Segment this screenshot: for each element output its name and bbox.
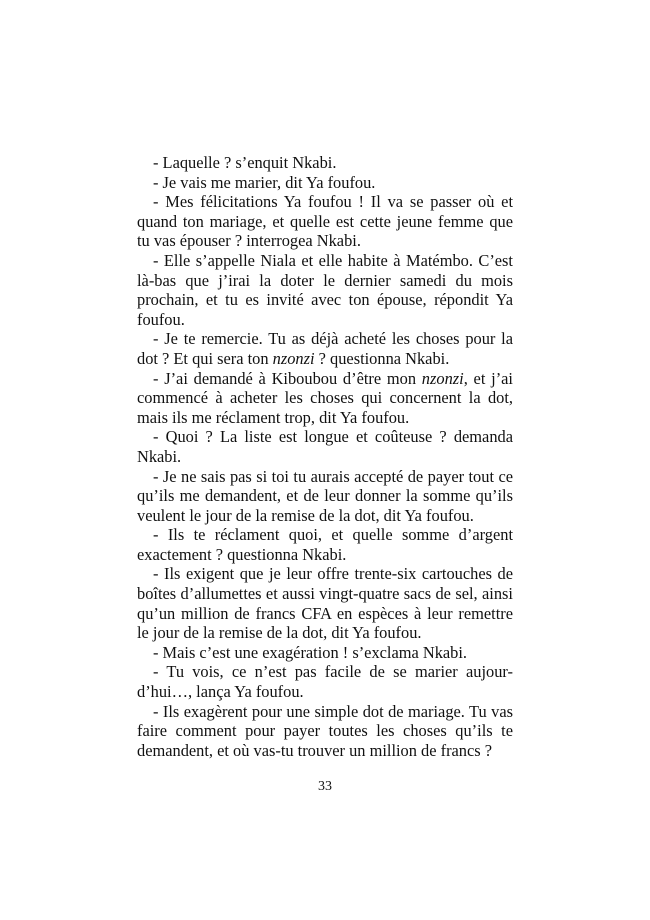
paragraph: - Laquelle ? s’enquit Nkabi. bbox=[153, 153, 337, 172]
paragraph: - Je te remercie. Tu as déjà acheté les choses pour la dot ? Et qui sera ton nzonzi ? questionna Nkabi. bbox=[137, 329, 513, 368]
paragraph: - Ils exagèrent pour une simple dot de mariage. Tu vas faire comment pour payer toutes les choses qu’ils te demandent, et où vas-tu trouver un million de francs ? bbox=[137, 701, 513, 760]
paragraph: - Ils exigent que je leur offre trente-six cartouches de boîtes d’allumettes et aussi vingt-quatre sacs de sel, ainsi qu’un million de francs CFA en espèces à leur remettre le jour de la remise de la dot, dit Ya foufou. bbox=[137, 564, 513, 643]
page-number: 33 bbox=[318, 779, 332, 794]
paragraph: - Je ne sais pas si toi tu aurais accepté de payer tout ce qu’ils me demandent, et de leur donner la somme qu’ils veulent le jour de la remise de la dot, dit Ya foufou. bbox=[137, 466, 513, 525]
paragraph: - Quoi ? La liste est longue et coûteuse ? demanda Nkabi. bbox=[137, 427, 513, 466]
page-body-text bbox=[137, 153, 513, 760]
paragraph: - J’ai demandé à Kiboubou d’être mon nzonzi, et j’ai commencé à acheter les choses qui concernent la dot, mais ils me réclament trop, dit Ya foufou. bbox=[137, 368, 513, 427]
paragraph: - Je vais me marier, dit Ya foufou. bbox=[153, 172, 376, 192]
paragraph: - Mes félicitations Ya foufou ! Il va se passer où et quand ton mariage, et quelle est cette jeune femme que tu vas épouser ? interrogea Nkabi. bbox=[137, 192, 513, 251]
italic-term: nzonzi bbox=[421, 368, 464, 388]
paragraph: - Mais c’est une exagération ! s’exclama Nkabi. bbox=[153, 642, 468, 662]
paragraph: - Elle s’appelle Niala et elle habite à Matémbo. C’est là-bas que j’irai la doter le dernier samedi du mois prochain, et tu es invité avec ton épouse, répondit Ya foufou. bbox=[137, 250, 513, 329]
italic-term: nzonzi bbox=[272, 348, 315, 368]
paragraph: - Tu vois, ce n’est pas facile de se marier aujour-d’hui…, lança Ya foufou. bbox=[137, 662, 513, 702]
paragraph: - Ils te réclament quoi, et quelle somme d’argent exactement ? questionna Nkabi. bbox=[137, 525, 513, 564]
